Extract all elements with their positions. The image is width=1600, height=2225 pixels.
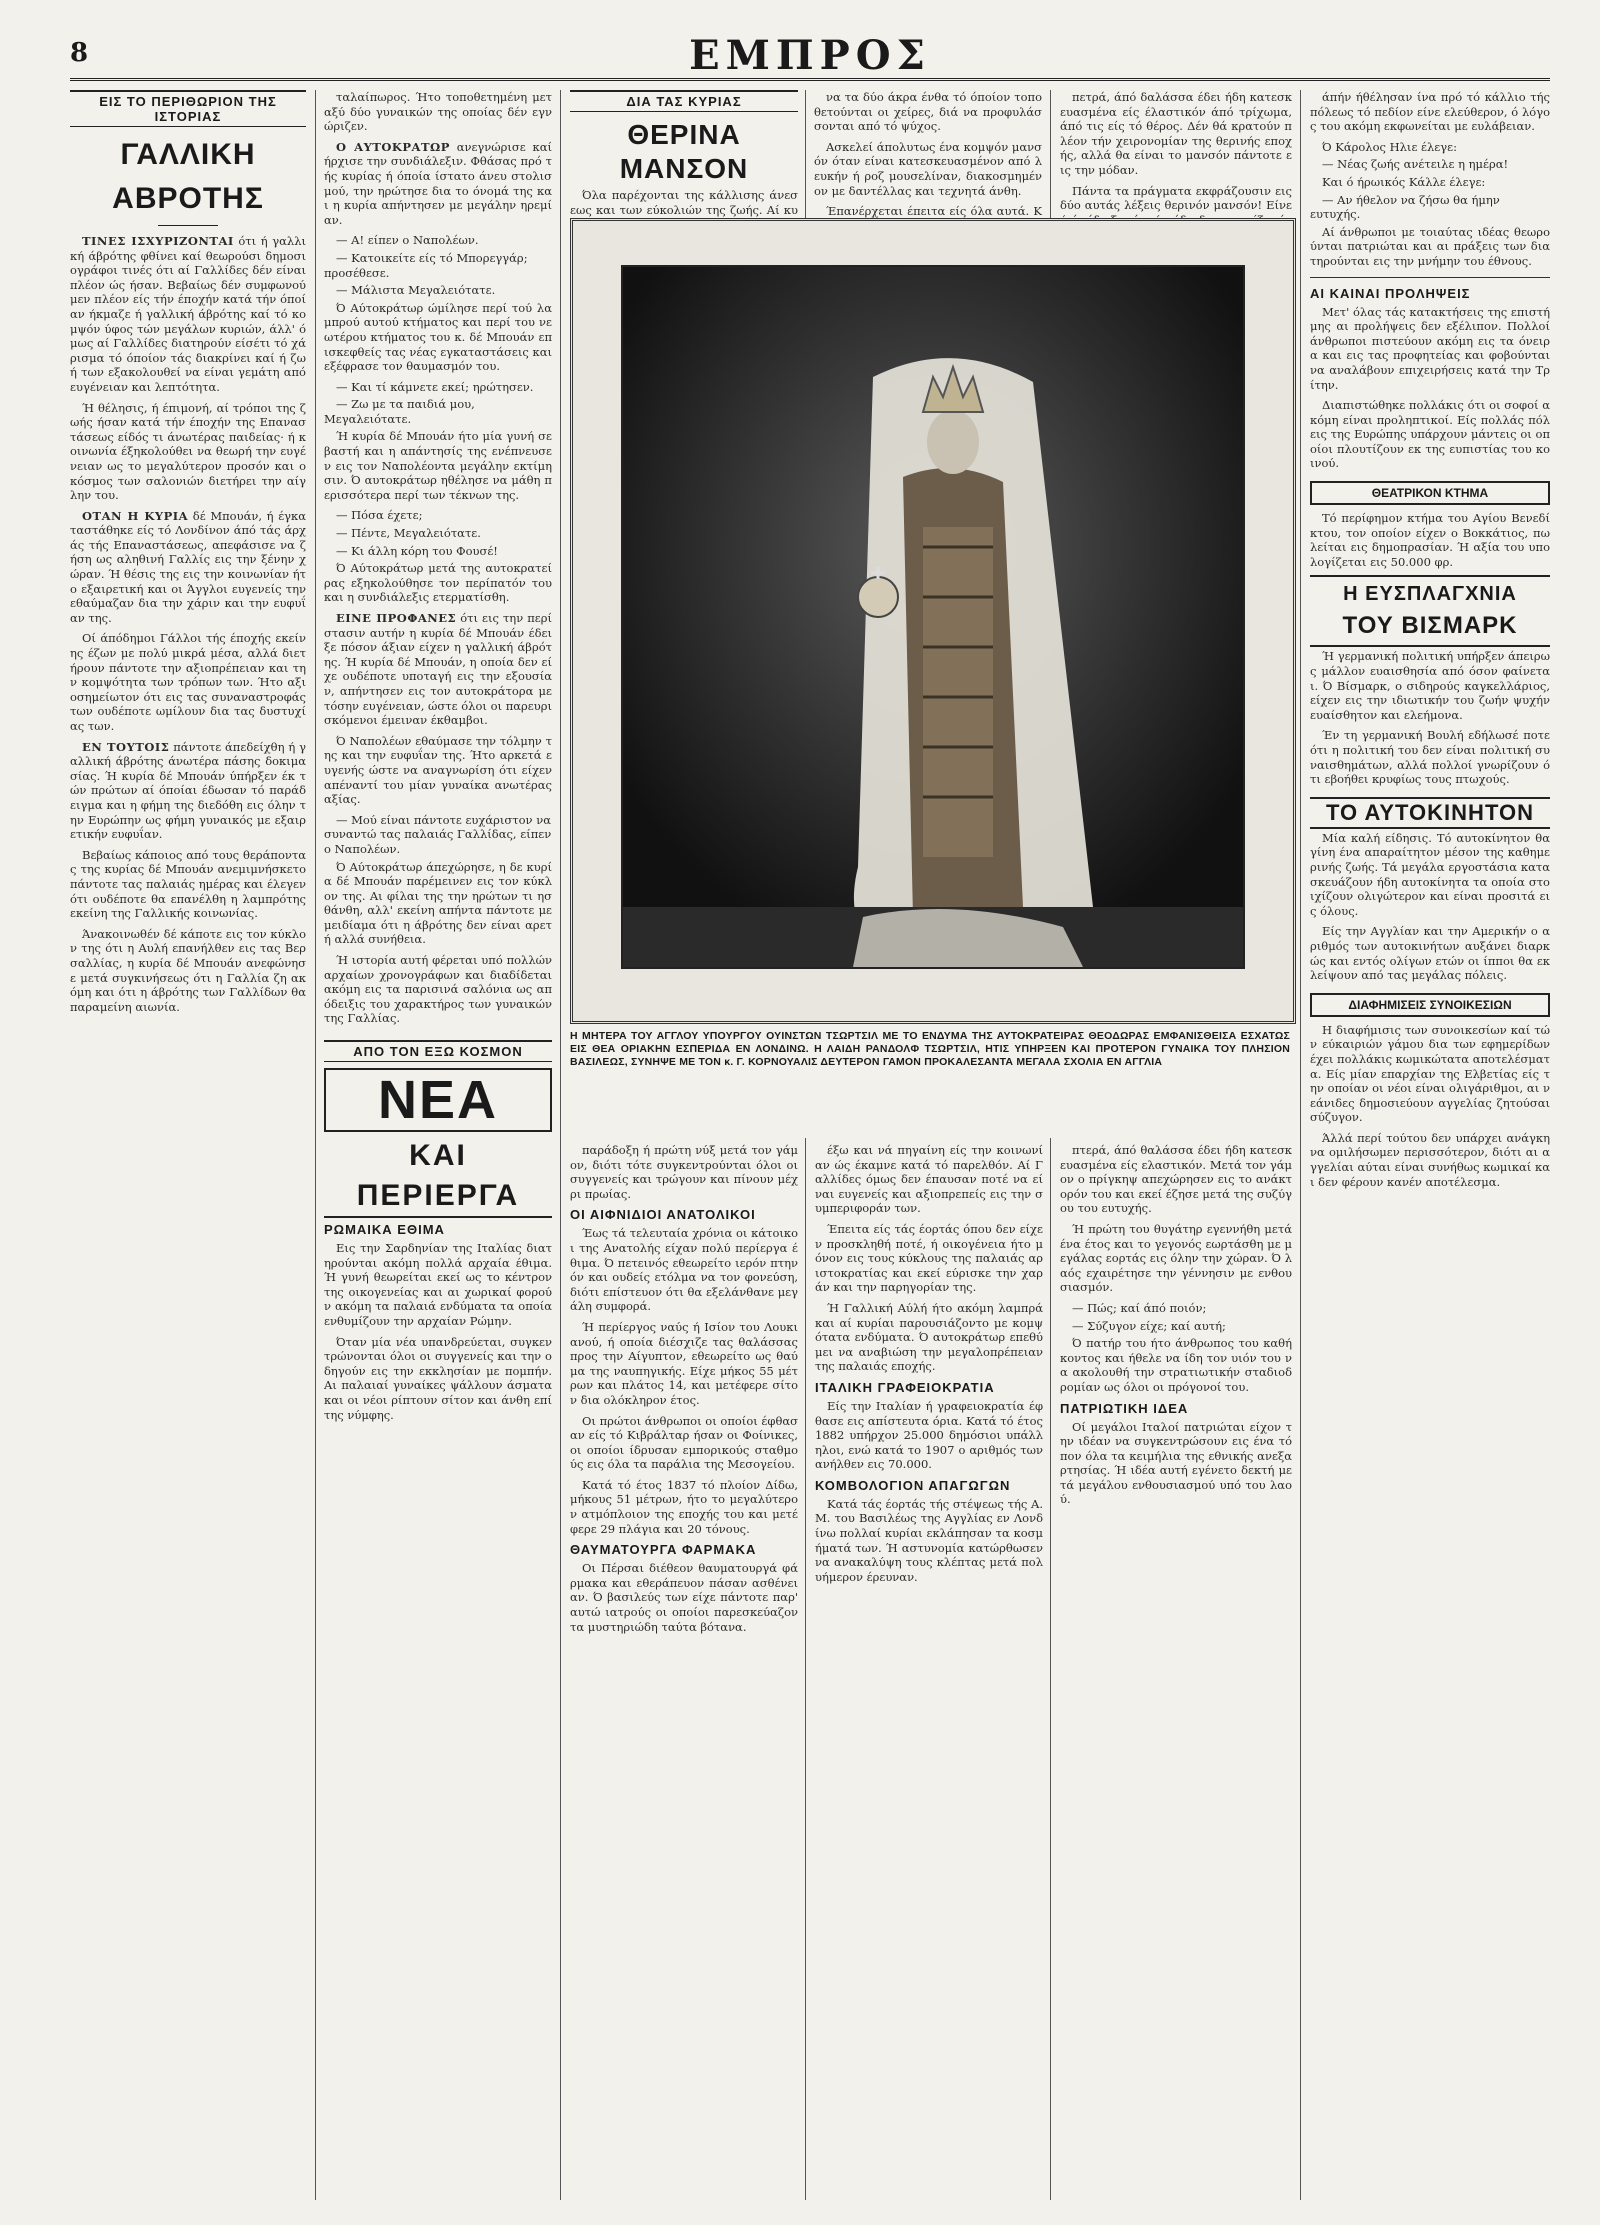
article-paragraph: Ή πρώτη του θυγάτηρ εγεννήθη μετά ένα έτος και το γεγονός εωρτάσθη με μεγάλας εορτάς εις όλην την χώραν. Ό λαός εχαιρέτησε την γέννησιν με ενθουσιασμόν. xyxy=(1060,1221,1292,1295)
dialogue-line: — Μού είναι πάντοτε ευχάριστον να συναντώ τας παλαιάς Γαλλίδας, είπεν ο Ναπολέων. xyxy=(324,812,552,856)
article-paragraph: Ασκελεί άπολυτως ένα κομψόν μανσόν όταν είναι κατεσκευασμένον από λευκήν ή ροζ μουσελίναν, διακοσμημένον με δαντέλλας και τεχνητά άνθη. xyxy=(814,139,1042,198)
article-subhead: ΘΑΥΜΑΤΟΥΡΓΑ ΦΑΡΜΑΚΑ xyxy=(570,1542,757,1558)
article-paragraph: ταλαίπωρος. Ήτο τοποθετημένη μεταξύ δύο γυναικών της οποίας δέν εγνώριζεν. xyxy=(324,90,552,134)
article-subhead: ΔΙΑΦΗΜΙΣΕΙΣ ΣΥΝΟΙΚΕΣΙΩΝ xyxy=(1310,993,1550,1017)
column-4-lower xyxy=(815,1143,1043,2203)
dialogue-line: — Και τί κάμνετε εκεί; ηρώτησεν. xyxy=(336,379,534,394)
column-5-lower xyxy=(1060,1143,1292,2203)
dialogue-line: — Κατοικείτε είς τό Μπορεγγάρ; προσέθεσε. xyxy=(324,250,528,280)
column-rule xyxy=(315,90,316,2200)
article-paragraph: Όλα παρέχονται της κάλλισης άνεσεως και των εύκολιών της ζωής. Αί κυ xyxy=(570,188,798,217)
article-paragraph: Ή θέλησις, ή έπιμονή, αί τρόποι της ζωής ήσαν κατά τήν έποχήν της Επαναστάσεως είδός τι άνωτέρας παιδείας· ή κοινωνία έξηκολούθει να θεωρή την ευγένειαν ως το μεγαλύτερον προσόν και ο κόσμος των σαλονιών διετήρει την αίγλην του. xyxy=(70,400,306,503)
article-paragraph: Ό Αύτοκράτωρ μετά της αυτοκρατείρας εξηκολούθησε τον περίπατόν του και η συνδιάλεξις ετερματίσθη. xyxy=(324,561,552,605)
lady-churchill-portrait xyxy=(623,267,1243,967)
portrait-photo xyxy=(621,265,1245,969)
masthead xyxy=(70,32,1550,81)
article-paragraph: Έπειτα είς τάς έορτάς όπου δεν είχεν προσκληθή ποτέ, ή οικογένεια ήτο μόνον εις τους κύκλους της παλαιάς αριστοκρατίας και εκεί εύρισκε την χαράν και την παρηγορίαν της. xyxy=(815,1221,1043,1295)
article-headline: ΤΟ ΑΥΤΟΚΙΝΗΤΟΝ xyxy=(1310,797,1550,829)
column-1 xyxy=(70,90,306,2200)
article-paragraph: Ο ΑΥΤΟΚΡΑΤΩΡ ανεγνώρισε καί ήρχισε την συνδιάλεξιν. Φθάσας πρό τής κυρίας ή όποία ίστατο άνευ στολισμού, την ηρώτησε δια το όνομά της και η κυρία απήντησεν με μεγάλην ηρεμίαν. xyxy=(324,139,553,227)
dialogue-line: — Νέας ζωής ανέτειλε η ημέρα! xyxy=(1322,157,1509,172)
article-headline: Η ΕΥΣΠΛΑΓΧΝΙΑ xyxy=(1310,575,1550,607)
dialogue-line: Ό Κάρολος Ηλιε έλεγε: xyxy=(1322,139,1457,154)
divider xyxy=(1310,277,1550,278)
article-paragraph: Ό Ναπολέων εθαύμασε την τόλμην της και την ευφυΐαν της. Ήτο αρκετά ευγενής ώστε να αναγνωρίση ότι είχεν απέναντί του μίαν γυναίκα ανωτέρας αξίας. xyxy=(324,733,552,807)
article-paragraph: Έπανέρχεται έπειτα είς όλα αυτά. Κ xyxy=(826,204,1042,219)
article-paragraph: Μία καλή είδησις. Τό αυτοκίνητον θα γίνη ένα απαραίτητον μέσον της καθημερινής ζωής. Τά μεγάλα εργοστάσια κατασκευάζουν ήδη αυτοκίνητα τα οποία στοιχίζουν ολιγώτερον και είναι προσιτά εις όλους. xyxy=(1310,830,1550,918)
article-paragraph: άπήν ήθέλησαν ίνα πρό τό κάλλιο τής πόλεως τό πεδίον είνε ελεύθερον, ό λόγος του ακόμη εκφωνείται με ευλάβειαν. xyxy=(1310,90,1550,134)
article-paragraph: Είς την Αγγλίαν και την Αμερικήν ο αριθμός των αυτοκινήτων αυξάνει διαρκώς και εντός ολίγων ετών οι ίπποι θα εκλείψουν από τας μεγάλας πόλεις. xyxy=(1310,924,1550,983)
article-paragraph: Οί μεγάλοι Ιταλοί πατριώται είχον την ιδέαν να συγκεντρώσουν εις ένα τόπον όλα τα κειμήλια της εθνικής ανεξαρτησίας. Ή ιδέα αυτή εγένετο δεκτή μετά μεγάλου ενθουσιασμού υπό του λαού. xyxy=(1060,1419,1292,1507)
article-paragraph: Ή ιστορία αυτή φέρεται υπό πολλών αρχαίων χρονογράφων και διαδίδεται ακόμη εις τα παρισινά σαλόνια ως απόδειξις του χαρακτήρος των γυναικών της Γαλλίας. xyxy=(324,953,552,1026)
article-subhead: ΘΕΑΤΡΙΚΟΝ ΚΤΗΜΑ xyxy=(1310,481,1550,505)
article-paragraph: Βεβαίως κάποιος από τους θεράποντας της κυρίας δέ Μπουάν ανεμιμνήσκετο πάντοτε τας παλαιάς ημέρας και έλεγεν ότι ουδέποτε θα επανέλθη η λαμπρότης εκείνη της Γαλλικής κοινωνίας. xyxy=(70,847,306,921)
article-paragraph: Διαπιστώθηκε πολλάκις ότι οι σοφοί ακόμη είναι προληπτικοί. Είς πολλάς πόλεις της Ευρώπης υπάρχουν μάντεις οι οποίοι πλουτίζουν εκ της ευπιστίας του κοινού. xyxy=(1310,398,1550,471)
dialogue-line: — Κι άλλη κόρη του Φουσέ! xyxy=(336,543,498,558)
dialogue-line: — Μάλιστα Μεγαλειότατε. xyxy=(336,283,496,298)
column-2 xyxy=(324,90,552,2200)
article-paragraph: Ή γερμανική πολιτική υπήρξεν άπειρως μάλλον ευαισθησία από όσον φαίνεται. Ό Βίσμαρκ, ο σιδηρούς καγκελλάριος, είχεν εις την ιδιωτικήν του ζωήν ψυχήν ευαίσθητον και ελεήμονα. xyxy=(1310,649,1550,722)
section-label: ΕΙΣ ΤΟ ΠΕΡΙΘΩΡΙΟΝ ΤΗΣ ΙΣΤΟΡΙΑΣ xyxy=(70,90,306,127)
column-6 xyxy=(1310,90,1550,2200)
article-paragraph: Μετ' όλας τάς κατακτήσεις της επιστήμης αι προλήψεις δεν εξέλιπον. Πολλοί άνθρωποι πιστεύουν ακόμη εις τα όνειρα και εις τας προφητείας και φοβούνται να αναλάβουν επιχειρήσεις κατά την Τρίτην. xyxy=(1310,304,1550,392)
article-paragraph: Αί άνθρωποι με τοιαύτας ιδέας θεωρούνται πατριώται και αι πράξεις των διατηρούνται εις την μνήμην του έθνους. xyxy=(1310,224,1550,268)
article-paragraph: Εις την Σαρδηνίαν της Ιταλίας διατηρούνται ακόμη πολλά αρχαία έθιμα. Ή γυνή θεωρείται εκεί ως το κέντρον της οικογενείας και αι χωρικαί φορούν ακόμη τα παλαιά ενδύματα τα οποία ενθυμίζουν την αρχαίαν Ρώμην. xyxy=(324,1241,552,1328)
headline-nea: ΝΕΑ xyxy=(324,1068,552,1132)
article-headline: ΓΑΛΛΙΚΗ ΑΒΡΟΤΗΣ xyxy=(112,138,264,215)
article-paragraph: Πάντα τα πράγματα εκφράζουσιν εις δύο αυτάς λέξεις θερινόν μανσόν! Είνε xyxy=(1060,183,1292,213)
column-rule xyxy=(1050,1138,1051,2200)
article-paragraph: Οί άπόδημοι Γάλλοι τής έποχής εκείνης έζων με πολύ μικρά μέσα, αλλά διετήρουν πάντοτε την αξιοπρέπειαν και την κομψότητα των τρόπων των. Ήτο αξιοσημείωτον ότι εις τας συναναστροφάς των ουδέποτε ωμίλουν δια τας δυστυχίας των. xyxy=(70,631,306,733)
dialogue-line: — Α! είπεν ο Ναπολέων. xyxy=(336,233,479,248)
dialogue-line: — Αν ήθελον να ζήσω θα ήμην ευτυχής. xyxy=(1310,192,1500,222)
article-paragraph: Ή Γαλλική Αύλή ήτο ακόμη λαμπρά και αί κυρίαι παρουσιάζοντο με κομψότατα ενδύματα. Ό αυτοκράτωρ επεθύμει να αναβιώση την μεγαλοπρέπειαν της παλαιάς εποχής. xyxy=(815,1300,1043,1374)
newspaper-page xyxy=(70,32,1550,2208)
photo-caption: Η ΜΗΤΕΡΑ ΤΟΥ ΑΓΓΛΟΥ ΥΠΟΥΡΓΟΥ ΟΥΙΝΣΤΩΝ ΤΣΩΡΤΣΙΛ ΜΕ ΤΟ ΕΝΔΥΜΑ ΤΗΣ ΑΥΤΟΚΡΑΤΕΙΡΑΣ ΘΕΟΔΩΡΑΣ ΕΜΦΑΝΙΣΘΕΙΣΑ ΕΣΧΑΤΩΣ ΕΙΣ ΘΕΑ ΟΡΙΑΚΗΝ ΕΣΠΕΡΙΔΑ ΕΝ ΛΟΝΔΙΝΩ. Η ΛΑΙΔΗ ΡΑΝΔΟΛΦ ΤΣΩΡΤΣΙΛ, ΗΤΙΣ ΥΠΗΡΞΕΝ ΚΑΙ ΠΡΟΤΕΡΟΝ ΓΥΝΑΙΚΑ ΤΟΥ ΠΛΗΣΙΟΝ ΒΑΣΙΛΕΩΣ, ΣΥΝΗΨΕ ΜΕ ΤΟΝ κ. Γ. ΚΟΡΝΟΥΑΛΙΣ ΔΕΥΤΕΡΟΝ ΓΑΜΟΝ ΠΡΟΚΑΛΕΣΑΝΤΑ ΜΕΓΑΛΑ ΣΧΟΛΙΑ ΕΝ ΑΓΓΛΙΑ xyxy=(570,1030,1290,1068)
article-paragraph: Ό πατήρ του ήτο άνθρωπος του καθήκοντος και ήθελε να ίδη τον υιόν του να ακολουθή την στρατιωτικήν σταδιοδρομίαν ως όλοι οι πρόγονοί του. xyxy=(1060,1336,1292,1394)
article-paragraph: Η διαφήμισις των συνοικεσίων καί τών εύκαιριών γάμου δια των εφημερίδων έχει πολλάκις κωμικώτατα αποτελέσματα. Είς μίαν επαρχίαν της Ελβετίας είς την οποίαν οι νέοι είναι ολιγάριθμοι, αι νεάνιδες δημοσιεύουν αγγελίας ζητούσαι σύζυγον. xyxy=(1310,1022,1550,1125)
article-subhead: ΚΟΜΒΟΛΟΓΙΟΝ ΑΠΑΓΩΓΩΝ xyxy=(815,1477,1011,1493)
dialogue-line: — Ζω με τα παιδιά μου, Μεγαλειότατε. xyxy=(324,397,475,426)
article-paragraph: ΟΤΑΝ Η ΚΥΡΙΑ δέ Μπουάν, ή έγκαταστάθηκε είς τό Λονδίνον άπό τάς άρχάς τής Επαναστάσεως, απεφάσισε να ζήση ως αληθινή Γαλλίς εις την ξένην χώραν. Ή θέσις της εις την κοινωνίαν ήτο εξαιρετική και οι Άγγλοι ευγενείς την εθαύμαζαν δια την χάριν και την ευφυΐαν της. xyxy=(70,508,307,625)
article-paragraph: ΤΙΝΕΣ ΙΣΧΥΡΙΖΟΝΤΑΙ ότι ή γαλλική άβρότης φθίνει καί θεωρούσι δημοσιογράφοι τινές ότι αί Γαλλίδες δέν είναι πλέον ώς ήσαν. Βεβαίως δέν συμφωνούμεν πλέον είς τήν έποχήν κατά τήν όποίαν ήκμαζε ή γαλλική άβρότης καί τό κομψόν ύφος τών μεγάλων κυριών, άλλ' όμως αί Γαλλίδες διατηρούν είσέτι τό χάρισμα τό όποίον τάς διακρίνει καί ή ζωή των εξακολουθεί να είναι γεμάτη από ευγένειαν και λεπτότητα. xyxy=(70,234,306,394)
column-rule xyxy=(560,90,561,2200)
article-paragraph: Κατά τάς έορτάς τής στέψεως τής Α. Μ. του Βασιλέως της Αγγλίας εν Λονδίνω πολλαί κυρίαι εκλάπησαν τα κοσμήματά των. Ή αστυνομία κατώρθωσεν να ανακαλύψη τους κλέπτας μετά πολυήμερον έρευναν. xyxy=(815,1496,1043,1584)
article-paragraph: Οι Πέρσαι διέθεον θαυματουργά φάρμακα και εθεράπευον πάσαν ασθένειαν. Ό βασιλεύς των είχε πάντοτε παρ' αυτώ ιατρούς οι οποίοι παρεσκεύαζον τα μυστηριώδη ταύτα βότανα. xyxy=(570,1561,798,1634)
article-subhead: ΡΩΜΑΙΚΑ ΕΘΙΜΑ xyxy=(324,1222,445,1238)
article-paragraph: πτερά, άπό θαλάσσα έδει ήδη κατεσκευασμένα είς ελαστικόν. Μετά τον γάμον ο πρίγκηψ απεχώρησεν εις το ανάκτορόν του και εκεί έζησε μετά της συζύγου του ευτυχής. xyxy=(1060,1143,1292,1216)
column-3-lower xyxy=(570,1143,798,2203)
article-paragraph: έξω και νά πηγαίνη είς την κοινωνίαν ώς έκαμνε κατά τό παρελθόν. Αί Γαλλίδες όμως δεν έπαυσαν ποτέ να είναι ευγενείς και αξιοπρεπείς εις την συμπεριφοράν των. xyxy=(815,1143,1043,1216)
article-subhead: ΑΙ ΚΑΙΝΑΙ ΠΡΟΛΗΨΕΙΣ xyxy=(1310,285,1471,301)
article-paragraph: να τα δύο άκρα ένθα τό όποίον τοποθετούνται οι χείρες, διά να προφυλάσσονται από τό ψύχος. xyxy=(814,90,1042,134)
dialogue-line: Και ό ήρωικός Κάλλε έλεγε: xyxy=(1322,174,1486,189)
divider xyxy=(158,225,218,226)
page-number: 8 xyxy=(70,38,89,68)
dialogue-line: — Πέντε, Μεγαλειότατε. xyxy=(336,526,481,541)
article-paragraph: ΕΝ ΤΟΥΤΟΙΣ πάντοτε άπεδείχθη ή γαλλική άβρότης άνωτέρα πάσης δοκιμασίας. Ή κυρία δέ Μπουάν ύπήρξεν έκ τών πρώτων αί όποίαι έδωσαν τό παράδειγμα και η φήμη της διεδόθη εις όλην την Ευρώπην ως φήμη γυναικός με εξαιρετικήν ευφυΐαν. xyxy=(70,739,307,842)
section-label: ΔΙΑ ΤΑΣ ΚΥΡΙΑΣ xyxy=(570,90,798,112)
article-paragraph: Ή περίεργος ναύς ή Ισίον του Λουκιανού, ή οποία διέσχιζε τας θαλάσσας προς την Αίγυπτον, εθεωρείτο ως θαύμα της ναυπηγικής. Είχε μήκος 55 μέτρων και πλάτος 14, και μετέφερε σίτον δια ολόκληρον έτος. xyxy=(570,1319,798,1407)
article-paragraph: Άλλά περί τούτου δεν υπάρχει ανάγκη να ομιλήσωμεν περισσότερον, διότι αι αγγελίαι αύται είναι συνήθως κωμικαί και δεν φέρουν κανέν αποτέλεσμα. xyxy=(1310,1130,1550,1189)
dialogue-line: — Σύζυγον είχε; καί αυτή; xyxy=(1072,1318,1226,1333)
column-rule xyxy=(1300,90,1301,2200)
photo-frame xyxy=(570,218,1296,1024)
article-headline-line2: ΤΟΥ ΒΙΣΜΑΡΚ xyxy=(1310,611,1550,647)
section-label: ΑΠΟ ΤΟΝ ΕΞΩ ΚΟΣΜΟΝ xyxy=(324,1040,552,1062)
article-paragraph: παράδοξη ή πρώτη νύξ μετά τον γάμον, διότι τότε συγκεντρούνται όλοι οι συγγενείς και τρώγουν και πίνουν μέχρι πρωίας. xyxy=(570,1143,798,1201)
dialogue-line: — Πώς; καί άπό ποιόν; xyxy=(1072,1300,1207,1315)
article-headline: ΘΕΡΙΝΑ ΜΑΝΣΟΝ xyxy=(619,119,749,184)
article-paragraph: Άνακοινωθέν δέ κάποτε εις τον κύκλον της ότι η Αυλή επανήλθεν εις τας Βερσαλλίας, η κυρία δέ Μπουάν ανεφώνησε μετά συγκινήσεως ότι η Γαλλία ζη ακόμη και ότι η άβρότης των Γαλλίδων θα παραμείνη αιωνία. xyxy=(70,926,306,1014)
article-paragraph: Τό περίφημον κτήμα του Αγίου Βενεδίκτου, τον οποίον είχεν ο Βοκκάτιος, πωλείται εις δημοπρασίαν. Ή αξία του υπολογίζεται εις 50.000 φρ. xyxy=(1310,511,1550,569)
article-paragraph: Κατά τό έτος 1837 τό πλοίον Δίδω, μήκους 51 μέτρων, ήτο το μεγαλύτερον ατμόπλοιον της εποχής του και μετέφερε 29 πλάγια και 20 τόνους. xyxy=(570,1477,798,1536)
article-subhead: ΟΙ ΑΙΦΝΙΔΙΟΙ ΑΝΑΤΟΛΙΚΟΙ xyxy=(570,1207,756,1223)
article-paragraph: Είς την Ιταλίαν ή γραφειοκρατία έφθασε εις απίστευτα όρια. Κατά τό έτος 1882 υπήρχον 25.000 δημόσιοι υπάλληλοι, ενώ κατά το 1907 ο αριθμός των ανήλθεν εις 70.000. xyxy=(815,1398,1043,1472)
headline-kai-periergα: ΚΑΙ ΠΕΡΙΕΡΓΑ xyxy=(324,1136,552,1218)
article-paragraph: ΕΙΝΕ ΠΡΟΦΑΝΕΣ ότι εις την περίστασιν αυτήν η κυρία δέ Μπουάν έδειξε πόσον άξιαν είχεν η γαλλική άβρότης. Ή κυρία δέ Μπουάν, η οποία δεν είχε ουδέποτε υποταγή εις την εξουσίαν, απήντησεν εις τον αυτοκράτορα με τόσην ευγένειαν, ώστε όλοι οι παρευρισκόμενοι έμειναν έκθαμβοι. xyxy=(324,611,552,728)
article-paragraph: Έν τη γερμανική Βουλή εδήλωσέ ποτε ότι η πολιτική του δεν είναι πολιτική συναισθημάτων, αλλά πολλοί γνωρίζουν ότι εβοήθει κρυφίως τους πτωχούς. xyxy=(1310,728,1550,787)
newspaper-title: ΕΜΠΡΟΣ xyxy=(689,32,931,79)
article-paragraph: Ό Αύτοκράτωρ ώμίλησε περί τού λαμπρού αυτού κτήματος και περί του νεωτέρου κτήματος του κ. δέ Μπουάν επισκεφθείς τας νέας εγκαταστάσεις και εξέφρασε τον θαυμασμόν του. xyxy=(324,300,552,374)
article-paragraph: Οι πρώτοι άνθρωποι οι οποίοι έφθασαν είς τό Κιβράλταρ ήσαν οι Φοίνικες, οι οποίοι ίδρυσαν εμπορικούς σταθμούς εις όλα τα παράλια της Μεσογείου. xyxy=(570,1413,798,1472)
column-rule xyxy=(805,1138,806,2200)
article-paragraph: Έως τά τελευταία χρόνια οι κάτοικοι της Ανατολής είχαν πολύ περίεργα έθιμα. Ό πετεινός εθεωρείτο ιερόν πτηνόν και ουδείς ετόλμα να τον φονεύση, διότι επίστευον ότι θα εξελάνθανε μεγάλη συμφορά. xyxy=(570,1226,798,1314)
article-paragraph: Ή κυρία δέ Μπουάν ήτο μία γυνή σεβαστή και η απάντησίς της ενέπνευσεν εις τον Ναπολέοντα μεγάλην εκτίμησιν. Ό αυτοκράτωρ ηθέλησε να μάθη περισσότερα περί των τέκνων της. xyxy=(324,429,552,502)
article-paragraph: Όταν μία νέα υπανδρεύεται, συγκεντρώνονται όλοι οι συγγενείς και την οδηγούν εις την εκκλησίαν με πομπήν. Αι παλαιαί γυναίκες ψάλλουν άσματα και οι νέοι ρίπτουν σίτον και άνθη επί της νύμφης. xyxy=(324,1334,552,1422)
article-subhead: ΠΑΤΡΙΩΤΙΚΗ ΙΔΕΑ xyxy=(1060,1400,1189,1416)
article-paragraph: Ό Αύτοκράτωρ άπεχώρησε, η δε κυρία δέ Μπουάν παρέμεινεν εις τον κύκλον της. Αι φίλαι της την ηρώτων τι ησθάνθη, αλλ' εκείνη απήντα πάντοτε με μειδίαμα ότι η άβρότης δεν είναι αρετή αλλά συνήθεια. xyxy=(324,859,552,947)
article-paragraph: πετρά, άπό δαλάσσα έδει ήδη κατεσκευασμένα είς έλαστικόν άπό τρίχωμα, άπό τις είς τό θέρος. Δέν θά κρατούν πλέον τήν χειρονομίαν της θερινής εποχής, αλλά θα είναι το μανσόν πάντοτε εις την μόδαν. xyxy=(1060,90,1292,177)
dialogue-line: — Πόσα έχετε; xyxy=(336,508,423,523)
article-subhead: ΙΤΑΛΙΚΗ ΓΡΑΦΕΙΟΚΡΑΤΙΑ xyxy=(815,1379,995,1395)
